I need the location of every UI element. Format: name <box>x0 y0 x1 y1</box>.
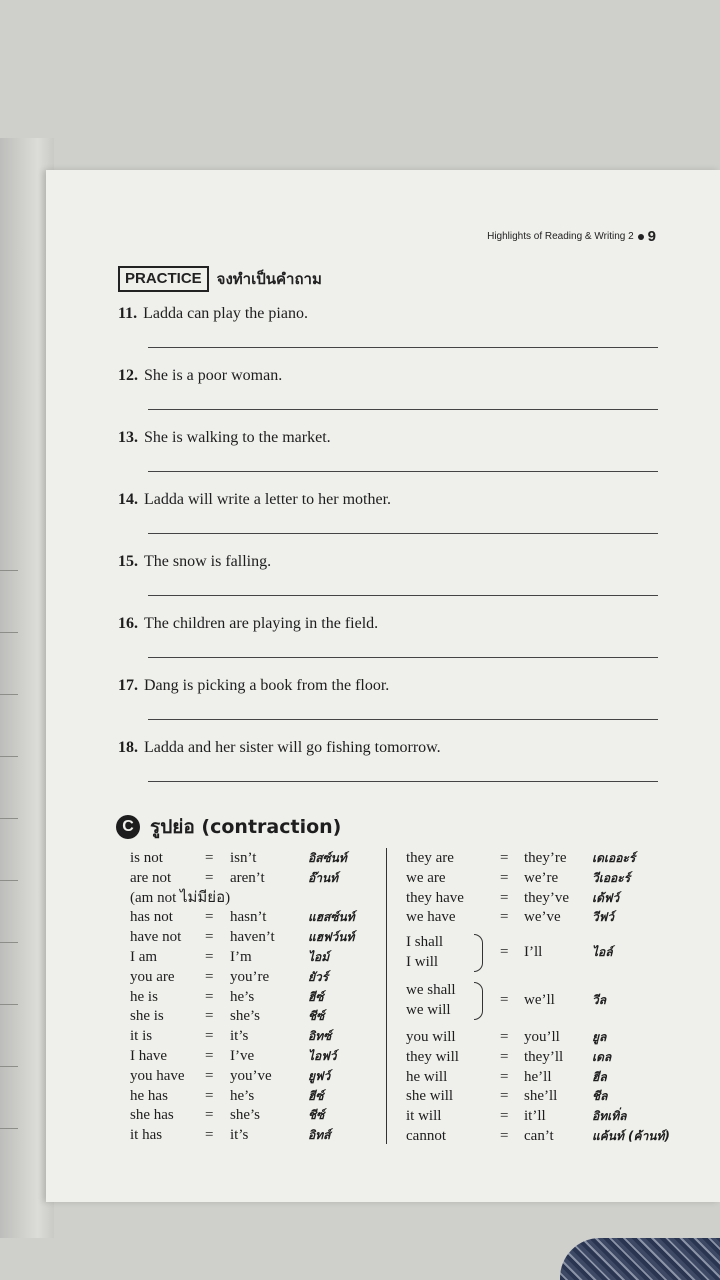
short-form: she’s <box>230 1107 260 1124</box>
brace-icon <box>474 934 483 972</box>
question-text: Ladda will write a letter to her mother. <box>144 491 392 508</box>
equals-sign: = <box>205 968 214 985</box>
short-form: you’ll <box>524 1029 560 1045</box>
full-form: she has <box>130 1107 174 1124</box>
equals-sign: = <box>500 1128 509 1144</box>
facing-page-mark <box>0 570 18 571</box>
equals-sign: = <box>500 869 509 886</box>
full-form: cannot <box>406 1128 446 1144</box>
thai-pronunciation: เดเออะร์ <box>592 851 636 865</box>
short-form: haven’t <box>230 929 275 946</box>
contraction-row <box>0 1126 720 1146</box>
equals-sign: = <box>500 909 509 926</box>
thai-pronunciation: ชีซ์ <box>308 1009 325 1024</box>
thai-pronunciation: เดล <box>592 1049 612 1064</box>
thai-pronunciation: ยัวร์ <box>308 969 329 984</box>
contraction-row <box>0 888 720 908</box>
full-form: is not <box>130 850 163 866</box>
contraction-row <box>0 1067 720 1087</box>
thai-pronunciation: อิทส์ <box>308 1128 331 1143</box>
thai-pronunciation: แฮสซ์นท์ <box>308 910 355 925</box>
thai-pronunciation: ฮีซ์ <box>308 1088 324 1103</box>
equals-sign: = <box>205 988 214 1005</box>
equals-sign: = <box>205 1048 214 1064</box>
full-form: have not <box>130 929 182 946</box>
section-title: รูปย่อ (contraction) <box>150 816 342 838</box>
full-form: she is <box>130 1008 164 1025</box>
book-title: Highlights of Reading & Writing 2 <box>487 231 634 242</box>
full-form: we are <box>406 869 446 886</box>
thai-pronunciation: อิสซ์นท์ <box>308 851 347 865</box>
question-item <box>118 305 308 323</box>
question-text: She is walking to the market. <box>144 429 331 446</box>
thai-pronunciation: เด้ฟว์ <box>592 890 620 905</box>
question-number: 17. <box>118 677 138 694</box>
question-number: 14. <box>118 491 138 508</box>
full-form: he will <box>406 1068 448 1085</box>
thai-pronunciation: วีล <box>592 993 607 1007</box>
question-item <box>118 491 391 509</box>
full-form: we have <box>406 909 456 926</box>
full-form: it will <box>406 1108 442 1125</box>
question-text: The children are playing in the field. <box>144 615 379 632</box>
full-form: are not <box>130 869 172 886</box>
full-form: I have <box>130 1048 168 1064</box>
question-item <box>118 553 271 571</box>
question-number: 12. <box>118 367 138 384</box>
short-form: you’re <box>230 968 270 985</box>
fabric-corner <box>560 1238 720 1280</box>
contraction-row <box>0 1106 720 1126</box>
full-form: we will <box>406 1002 451 1018</box>
equals-sign: = <box>205 949 214 965</box>
thai-pronunciation: ฮีซ์ <box>308 989 324 1004</box>
full-form: you will <box>406 1029 456 1045</box>
bullet-icon <box>638 234 644 240</box>
equals-sign: = <box>500 1088 509 1105</box>
equals-sign: = <box>500 1108 509 1125</box>
question-text: Ladda and her sister will go fishing tomorrow. <box>144 739 441 756</box>
facing-page-mark <box>0 818 18 819</box>
thai-pronunciation: ฮีล <box>592 1069 607 1084</box>
page-number: 9 <box>647 228 656 245</box>
short-form: he’s <box>230 988 255 1005</box>
equals-sign: = <box>500 1048 509 1065</box>
question-text: Dang is picking a book from the floor. <box>144 677 390 694</box>
facing-page-mark <box>0 756 18 757</box>
equals-sign: = <box>500 1068 509 1085</box>
full-form: I shall <box>406 934 444 950</box>
equals-sign: = <box>205 929 214 946</box>
short-form: we’ve <box>524 909 561 926</box>
running-header <box>487 228 656 245</box>
contraction-row <box>0 907 720 927</box>
thai-pronunciation: อิทเทิ่ล <box>592 1109 627 1124</box>
question-item <box>118 677 389 695</box>
thai-pronunciation: ไอฟว์ <box>308 1049 337 1063</box>
full-form: has not <box>130 909 173 926</box>
facing-page-mark <box>0 632 18 633</box>
short-form: it’s <box>230 1028 249 1045</box>
short-form: they’ll <box>524 1048 564 1065</box>
answer-line[interactable] <box>148 781 658 782</box>
full-form: he has <box>130 1087 168 1104</box>
short-form: it’s <box>230 1127 249 1144</box>
full-form: it is <box>130 1028 153 1045</box>
contraction-row <box>0 1027 720 1047</box>
equals-sign: = <box>205 1087 214 1104</box>
answer-line[interactable] <box>148 719 658 720</box>
equals-sign: = <box>205 850 214 866</box>
thai-pronunciation: ชีซ์ <box>308 1108 325 1123</box>
section-badge: C <box>116 815 140 839</box>
short-form: aren’t <box>230 869 265 886</box>
question-number: 13. <box>118 429 138 446</box>
short-form: it’ll <box>524 1108 546 1125</box>
thai-pronunciation: ไอม์ <box>308 950 330 964</box>
question-item <box>118 739 441 757</box>
question-number: 16. <box>118 615 138 632</box>
short-form: hasn’t <box>230 909 267 926</box>
short-form: you’ve <box>230 1067 272 1084</box>
equals-sign: = <box>205 1107 214 1124</box>
short-form: isn’t <box>230 850 257 866</box>
full-form: it has <box>130 1127 163 1144</box>
equals-sign: = <box>205 869 214 886</box>
answer-line[interactable] <box>148 409 658 410</box>
contraction-row <box>0 987 720 1007</box>
answer-line[interactable] <box>148 471 658 472</box>
contraction-row <box>0 1047 720 1067</box>
short-form: they’ve <box>524 889 569 906</box>
question-item <box>118 367 282 385</box>
thai-pronunciation: ยูฟว์ <box>308 1068 331 1083</box>
full-form: you are <box>130 968 175 985</box>
thai-pronunciation: อิทซ์ <box>308 1029 332 1044</box>
short-form: I’ve <box>230 1048 255 1064</box>
question-item <box>118 615 378 633</box>
short-form: he’s <box>230 1087 255 1104</box>
full-form: they will <box>406 1048 459 1065</box>
equals-sign: = <box>205 909 214 926</box>
answer-line[interactable] <box>148 347 658 348</box>
equals-sign: = <box>500 944 509 960</box>
equals-sign: = <box>205 1067 214 1084</box>
short-form: we’re <box>524 869 559 886</box>
facing-page-mark <box>0 694 18 695</box>
practice-heading <box>118 266 322 292</box>
brace-icon <box>474 982 483 1020</box>
short-form: can’t <box>524 1128 554 1144</box>
contraction-row <box>0 967 720 987</box>
equals-sign: = <box>205 1127 214 1144</box>
short-form: she’s <box>230 1008 260 1025</box>
question-text: The snow is falling. <box>144 553 272 570</box>
practice-instruction: จงทำเป็นคำถาม <box>216 270 322 288</box>
short-form: we’ll <box>524 992 555 1008</box>
question-number: 11. <box>118 305 138 322</box>
short-form: he’ll <box>524 1068 552 1085</box>
thai-pronunciation: แฮฟว์นท์ <box>308 930 355 945</box>
short-form: they’re <box>524 850 567 866</box>
question-item <box>118 429 331 447</box>
contraction-row <box>0 1086 720 1106</box>
full-form: (am not ไม่มีย่อ) <box>130 889 231 906</box>
thai-pronunciation: ชีล <box>592 1089 608 1104</box>
contraction-row <box>0 868 720 888</box>
question-text: Ladda can play the piano. <box>143 305 308 322</box>
thai-pronunciation: วีเออะร์ <box>592 870 631 885</box>
thai-pronunciation: ไอล์ <box>592 945 613 959</box>
equals-sign: = <box>205 1008 214 1025</box>
equals-sign: = <box>500 1029 509 1045</box>
practice-label: PRACTICE <box>118 266 209 292</box>
answer-line[interactable] <box>148 657 658 658</box>
equals-sign: = <box>205 1028 214 1045</box>
full-form: I am <box>130 949 158 965</box>
answer-line[interactable] <box>148 595 658 596</box>
section-c-heading <box>116 812 341 842</box>
full-form: we shall <box>406 982 456 998</box>
thai-pronunciation: วีฟว์ <box>592 910 614 925</box>
thai-pronunciation: ยูล <box>592 1030 607 1044</box>
question-number: 18. <box>118 739 138 756</box>
equals-sign: = <box>500 850 509 866</box>
contraction-row <box>0 1006 720 1026</box>
full-form: she will <box>406 1088 454 1105</box>
full-form: I will <box>406 954 439 970</box>
full-form: he is <box>130 988 158 1005</box>
equals-sign: = <box>500 889 509 906</box>
thai-pronunciation: อ๊านท์ <box>308 870 339 885</box>
full-form: they are <box>406 850 454 866</box>
equals-sign: = <box>500 992 509 1008</box>
question-text: She is a poor woman. <box>144 367 283 384</box>
short-form: she’ll <box>524 1088 558 1105</box>
full-form: you have <box>130 1067 185 1084</box>
answer-line[interactable] <box>148 533 658 534</box>
thai-pronunciation: แค้นท์ (ค้านท์) <box>592 1129 670 1143</box>
question-number: 15. <box>118 553 138 570</box>
contraction-row <box>0 848 720 868</box>
short-form: I’m <box>230 949 252 965</box>
full-form: they have <box>406 889 464 906</box>
short-form: I’ll <box>524 944 543 960</box>
